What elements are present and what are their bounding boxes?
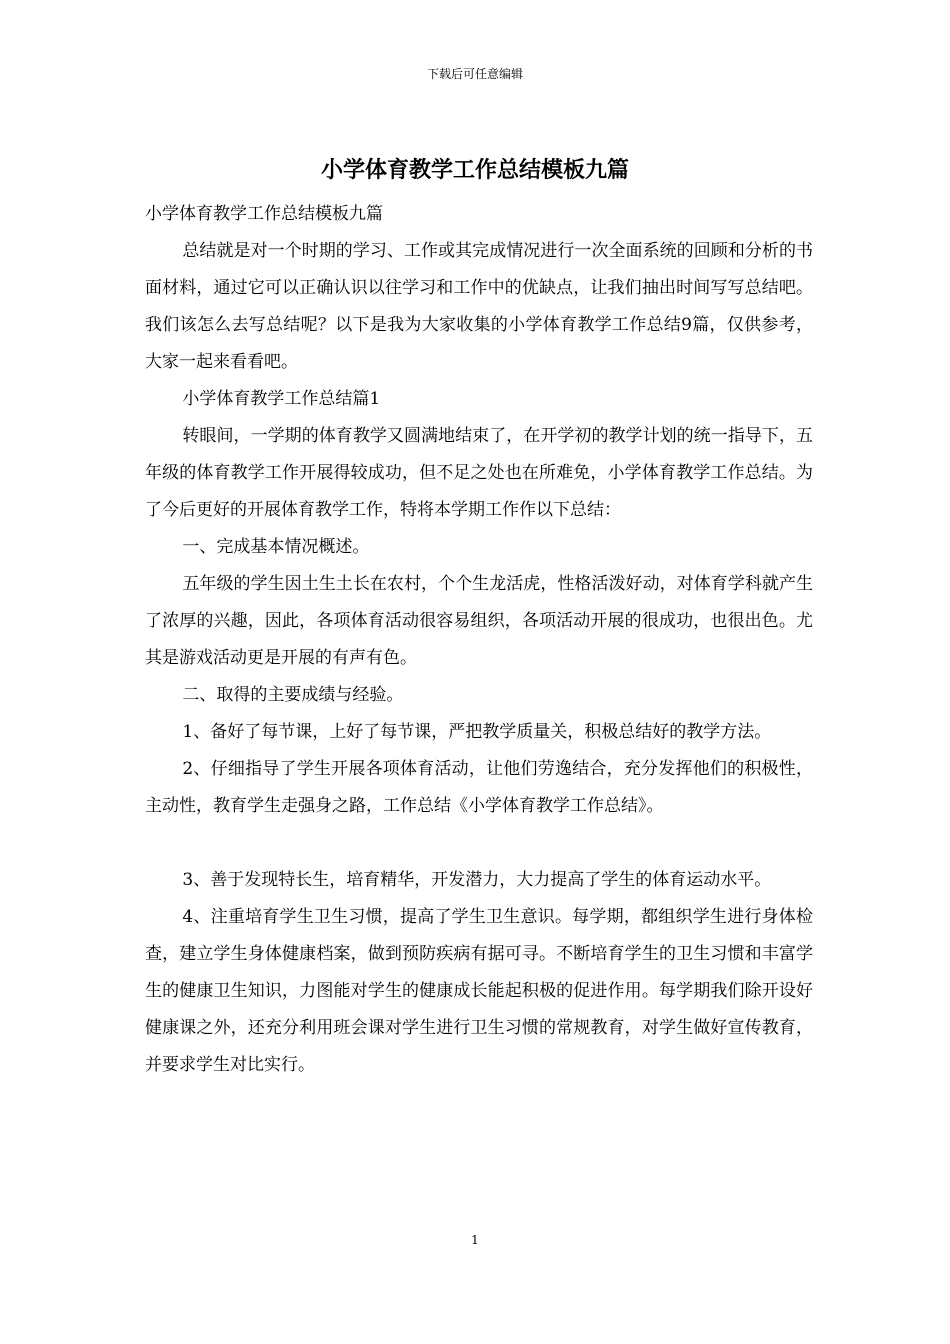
document-title: 小学体育教学工作总结模板九篇	[320, 157, 629, 183]
list-item-paragraph: 2、仔细指导了学生开展各项体育活动，让他们劳逸结合，充分发挥他们的积极性，主动性，教育学生走强身之路，工作总结《小学体育教学工作总结》。	[145, 759, 813, 816]
body-paragraph: 五年级的学生因土生土长在农村，个个生龙活虎，性格活泼好动，对体育学科就产生了浓厚的兴趣，因此，各项体育活动很容易组织，各项活动开展的很成功，也很出色。尤其是游戏活动更是开展的有声有色。	[145, 574, 813, 668]
intro-paragraph: 总结就是对一个时期的学习、工作或其完成情况进行一次全面系统的回顾和分析的书面材料，通过它可以正确认识以往学习和工作中的优缺点，让我们抽出时间写写总结吧。我们该怎么去写总结呢？以下是我为大家收集的小学体育教学工作总结9篇，仅供参考，大家一起来看看吧。	[145, 241, 813, 372]
page-number: 1	[471, 1233, 479, 1247]
section-heading: 一、完成基本情况概述。	[182, 537, 370, 557]
header-note: 下载后可任意编辑	[426, 67, 523, 81]
body-paragraph: 转眼间，一学期的体育教学又圆满地结束了，在开学初的教学计划的统一指导下，五年级的体育教学工作开展得较成功，但不足之处也在所难免，小学体育教学工作总结。为了今后更好的开展体育教学工作，特将本学期工作作以下总结：	[145, 426, 813, 520]
list-item-paragraph: 1、备好了每节课，上好了每节课，严把教学质量关，积极总结好的教学方法。	[182, 722, 772, 742]
subtitle-paragraph: 小学体育教学工作总结模板九篇	[145, 204, 383, 224]
document-body	[145, 196, 813, 1084]
section-heading: 二、取得的主要成绩与经验。	[182, 685, 404, 705]
list-item-paragraph: 4、注重培育学生卫生习惯，提高了学生卫生意识。每学期，都组织学生进行身体检查，建立学生身体健康档案，做到预防疾病有据可寻。不断培育学生的卫生习惯和丰富学生的健康卫生知识，力图能对学生的健康成长能起积极的促进作用。每学期我们除开设好健康课之外，还充分利用班会课对学生进行卫生习惯的常规教育，对学生做好宣传教育，并要求学生对比实行。	[145, 907, 813, 1075]
list-item-paragraph: 3、善于发现特长生，培育精华，开发潜力，大力提高了学生的体育运动水平。	[182, 870, 772, 890]
section-heading: 小学体育教学工作总结篇1	[182, 389, 381, 409]
